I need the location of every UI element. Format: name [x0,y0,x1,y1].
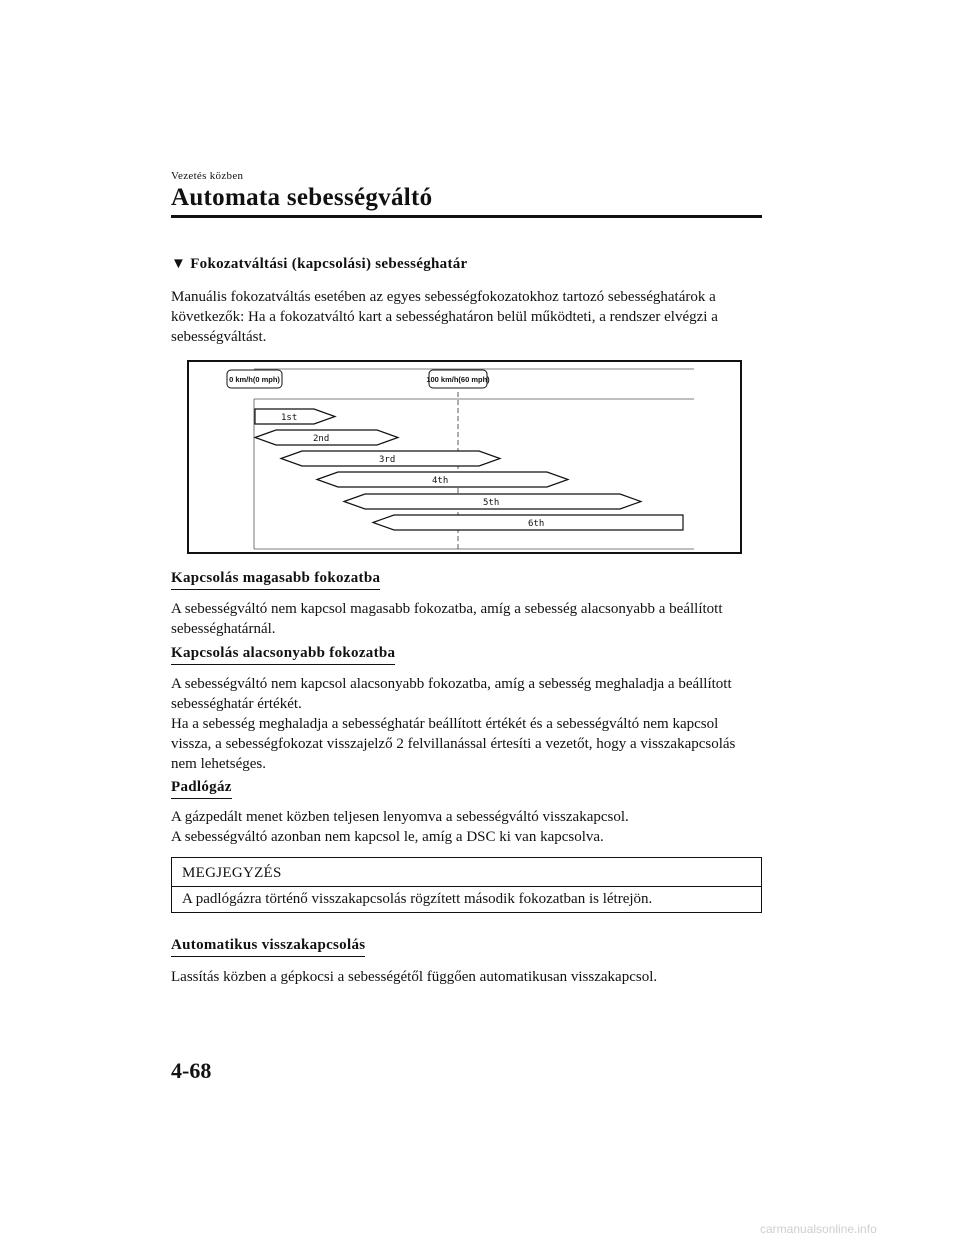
speed-label-0 [227,370,282,388]
section-heading [171,256,468,273]
downshift-warning-paragraph: Ha a sebesség meghaladja a sebességhatár beállított értékét és a sebességváltó nem kapcsol vissza, a sebességfokozat visszajelző 2 felvillanással értesíti a vezetőt, hogy a visszakapcsolás nem lehetséges. [171,716,736,772]
speed-label-100 [426,370,490,388]
auto-downshift-paragraph: Lassítás közben a gépkocsi a sebességétől függően automatikusan visszakapcsol. [171,969,658,985]
upshift-paragraph: A sebességváltó nem kapcsol magasabb fokozatba, amíg a sebesség alacsonyabb a beállított sebességhatárnál. [171,601,723,637]
kickdown-paragraph: A gázpedált menet közben teljesen lenyomva a sebességváltó visszakapcsol. [171,809,629,825]
breadcrumb: Vezetés közben [171,170,244,182]
triangle-down-icon: ▼ [171,256,187,272]
gear-label-6th: 6th [528,519,545,529]
kickdown-dsc-paragraph: A sebességváltó azonban nem kapcsol le, amíg a DSC ki van kapcsolva. [171,829,604,845]
gear-label-4th: 4th [432,476,449,486]
gear-label-3rd: 3rd [379,455,396,465]
downshift-paragraph: A sebességváltó nem kapcsol alacsonyabb fokozatba, amíg a sebesség meghaladja a beállított sebességhatár értékét. [171,676,732,712]
watermark: carmanualsonline.info [760,1222,877,1236]
gear-label-5th: 5th [483,498,500,508]
note-box [171,857,762,913]
page-title: Automata sebességváltó [171,184,433,211]
kickdown-heading: Padlógáz [171,779,232,799]
title-rule [171,215,762,218]
note-text: A padlógázra történő visszakapcsolás rögzített második fokozatban is létrejön. [182,891,653,907]
note-divider [172,886,761,887]
section-heading-text: Fokozatváltási (kapcsolási) sebességhatár [190,256,468,272]
gear-range-chart [189,362,740,552]
downshift-heading: Kapcsolás alacsonyabb fokozatba [171,645,395,665]
note-title: MEGJEGYZÉS [182,865,282,881]
intro-paragraph: Manuális fokozatváltás esetében az egyes sebességfokozatokhoz tartozó sebességhatárok a következők: Ha a fokozatváltó kart a sebességhatáron belül működteti, a rendszer elvégzi a sebességváltást. [171,289,718,345]
auto-downshift-heading: Automatikus visszakapcsolás [171,937,365,957]
gear-label-2nd: 2nd [313,434,330,444]
shift-speed-diagram [187,360,742,554]
gear-label-1st: 1st [281,413,298,423]
speed-label-0-text: 0 km/h(0 mph) [229,375,280,384]
upshift-heading: Kapcsolás magasabb fokozatba [171,570,380,590]
speed-label-100-text: 100 km/h(60 mph) [426,375,490,384]
page-number: 4-68 [171,1058,212,1083]
